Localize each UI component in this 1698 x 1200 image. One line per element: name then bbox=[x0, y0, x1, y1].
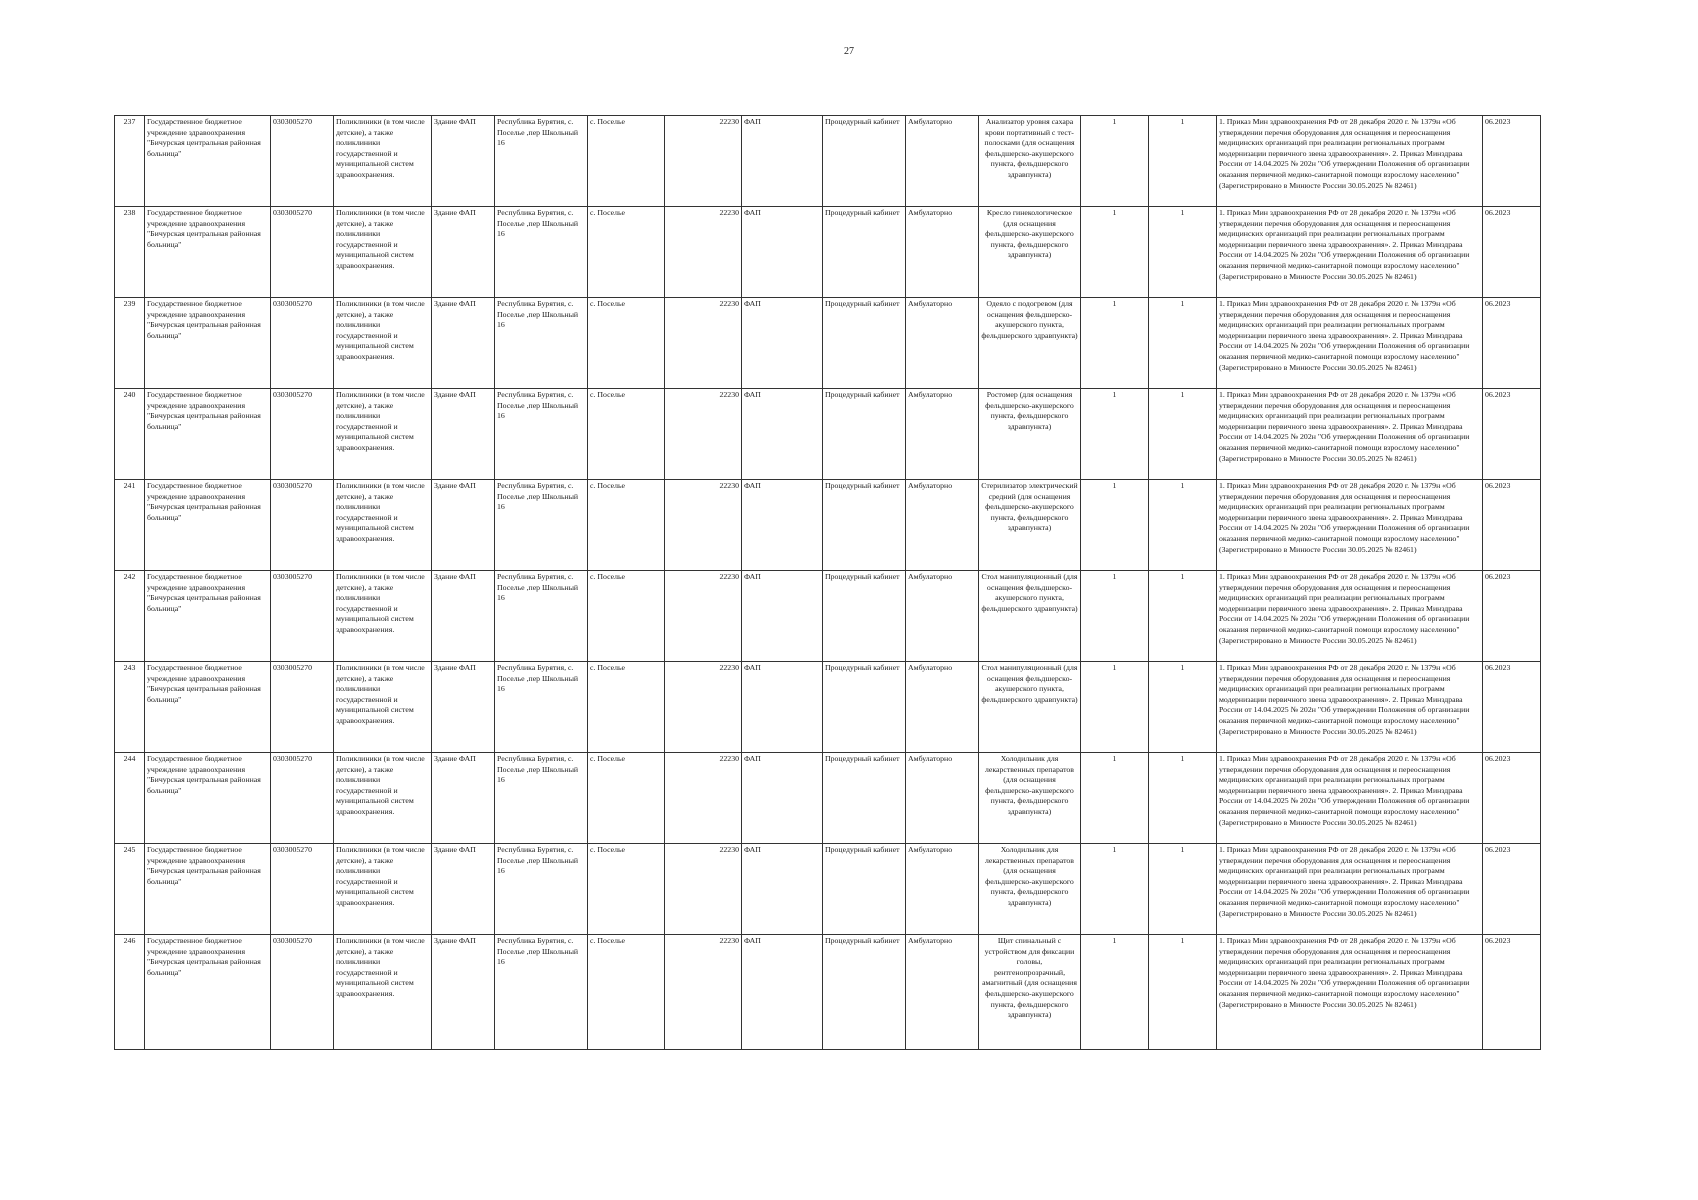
settlement: с. Поселье bbox=[588, 571, 665, 662]
division: ФАП bbox=[742, 753, 823, 844]
building: Здание ФАП bbox=[432, 753, 495, 844]
organization-name: Государственное бюджетное учреждение здравоохранения "Бичурская центральная районная больница" bbox=[145, 662, 271, 753]
division: ФАП bbox=[742, 298, 823, 389]
care-condition: Амбулаторно bbox=[906, 844, 979, 935]
territory-code: 22230 bbox=[665, 480, 742, 571]
address: Республика Бурятия, с. Поселье ,пер Школьный 16 bbox=[495, 935, 588, 1050]
building: Здание ФАП bbox=[432, 844, 495, 935]
date: 06.2023 bbox=[1483, 753, 1541, 844]
page-number: 27 bbox=[844, 46, 854, 57]
row-number: 238 bbox=[115, 207, 145, 298]
territory-code: 22230 bbox=[665, 935, 742, 1050]
inn-code: 0303005270 bbox=[271, 298, 334, 389]
organization-name: Государственное бюджетное учреждение здравоохранения "Бичурская центральная районная больница" bbox=[145, 753, 271, 844]
equipment-table-container bbox=[114, 115, 1540, 1050]
date: 06.2023 bbox=[1483, 662, 1541, 753]
legal-basis: 1. Приказ Мин здравоохранения РФ от 28 декабря 2020 г. № 1379н «Об утверждении перечня оборудования для оснащения и переоснащения медицинских организаций при реализации региональных программ модернизации первичного звена здравоохранения». 2. Приказ Минздрава России от 14.04.2025 № 202н "Об утверждении Положения об организации оказания первичной медико-санитарной помощи взрослому населению" (Зарегистрировано в Минюсте России 30.05.2025 № 82461) bbox=[1217, 480, 1483, 571]
room: Процедурный кабинет bbox=[823, 298, 906, 389]
quantity-required: 1 bbox=[1081, 753, 1149, 844]
division: ФАП bbox=[742, 116, 823, 207]
division: ФАП bbox=[742, 480, 823, 571]
settlement: с. Поселье bbox=[588, 207, 665, 298]
territory-code: 22230 bbox=[665, 662, 742, 753]
quantity-available: 1 bbox=[1149, 298, 1217, 389]
address: Республика Бурятия, с. Поселье ,пер Школьный 16 bbox=[495, 389, 588, 480]
settlement: с. Поселье bbox=[588, 662, 665, 753]
legal-basis: 1. Приказ Мин здравоохранения РФ от 28 декабря 2020 г. № 1379н «Об утверждении перечня оборудования для оснащения и переоснащения медицинских организаций при реализации региональных программ модернизации первичного звена здравоохранения». 2. Приказ Минздрава России от 14.04.2025 № 202н "Об утверждении Положения об организации оказания первичной медико-санитарной помощи взрослому населению" (Зарегистрировано в Минюсте России 30.05.2025 № 82461) bbox=[1217, 844, 1483, 935]
building: Здание ФАП bbox=[432, 207, 495, 298]
territory-code: 22230 bbox=[665, 753, 742, 844]
equipment-table bbox=[114, 115, 1541, 1050]
care-condition: Амбулаторно bbox=[906, 935, 979, 1050]
address: Республика Бурятия, с. Поселье ,пер Школьный 16 bbox=[495, 116, 588, 207]
mo-type: Поликлиники (в том числе детские), а также поликлиники государственной и муниципальной систем здравоохранения. bbox=[334, 753, 432, 844]
equipment-name: Щит спинальный с устройством для фиксации головы, рентгенопрозрачный, амагнитный (для оснащения фельдшерско-акушерского пункта, фельдшерского здравпункта) bbox=[979, 935, 1081, 1050]
row-number: 240 bbox=[115, 389, 145, 480]
date: 06.2023 bbox=[1483, 207, 1541, 298]
territory-code: 22230 bbox=[665, 571, 742, 662]
room: Процедурный кабинет bbox=[823, 662, 906, 753]
legal-basis: 1. Приказ Мин здравоохранения РФ от 28 декабря 2020 г. № 1379н «Об утверждении перечня оборудования для оснащения и переоснащения медицинских организаций при реализации региональных программ модернизации первичного звена здравоохранения». 2. Приказ Минздрава России от 14.04.2025 № 202н "Об утверждении Положения об организации оказания первичной медико-санитарной помощи взрослому населению" (Зарегистрировано в Минюсте России 30.05.2025 № 82461) bbox=[1217, 662, 1483, 753]
address: Республика Бурятия, с. Поселье ,пер Школьный 16 bbox=[495, 571, 588, 662]
settlement: с. Поселье bbox=[588, 298, 665, 389]
quantity-available: 1 bbox=[1149, 389, 1217, 480]
equipment-name: Стол манипуляционный (для оснащения фельдшерско-акушерского пункта, фельдшерского здравпункта) bbox=[979, 571, 1081, 662]
building: Здание ФАП bbox=[432, 935, 495, 1050]
settlement: с. Поселье bbox=[588, 389, 665, 480]
care-condition: Амбулаторно bbox=[906, 571, 979, 662]
address: Республика Бурятия, с. Поселье ,пер Школьный 16 bbox=[495, 662, 588, 753]
territory-code: 22230 bbox=[665, 116, 742, 207]
settlement: с. Поселье bbox=[588, 480, 665, 571]
quantity-required: 1 bbox=[1081, 116, 1149, 207]
division: ФАП bbox=[742, 389, 823, 480]
legal-basis: 1. Приказ Мин здравоохранения РФ от 28 декабря 2020 г. № 1379н «Об утверждении перечня оборудования для оснащения и переоснащения медицинских организаций при реализации региональных программ модернизации первичного звена здравоохранения». 2. Приказ Минздрава России от 14.04.2025 № 202н "Об утверждении Положения об организации оказания первичной медико-санитарной помощи взрослому населению" (Зарегистрировано в Минюсте России 30.05.2025 № 82461) bbox=[1217, 207, 1483, 298]
legal-basis: 1. Приказ Мин здравоохранения РФ от 28 декабря 2020 г. № 1379н «Об утверждении перечня оборудования для оснащения и переоснащения медицинских организаций при реализации региональных программ модернизации первичного звена здравоохранения». 2. Приказ Минздрава России от 14.04.2025 № 202н "Об утверждении Положения об организации оказания первичной медико-санитарной помощи взрослому населению" (Зарегистрировано в Минюсте России 30.05.2025 № 82461) bbox=[1217, 389, 1483, 480]
care-condition: Амбулаторно bbox=[906, 389, 979, 480]
division: ФАП bbox=[742, 935, 823, 1050]
territory-code: 22230 bbox=[665, 298, 742, 389]
mo-type: Поликлиники (в том числе детские), а также поликлиники государственной и муниципальной систем здравоохранения. bbox=[334, 844, 432, 935]
equipment-name: Кресло гинекологическое (для оснащения фельдшерско-акушерского пункта, фельдшерского здравпункта) bbox=[979, 207, 1081, 298]
legal-basis: 1. Приказ Мин здравоохранения РФ от 28 декабря 2020 г. № 1379н «Об утверждении перечня оборудования для оснащения и переоснащения медицинских организаций при реализации региональных программ модернизации первичного звена здравоохранения». 2. Приказ Минздрава России от 14.04.2025 № 202н "Об утверждении Положения об организации оказания первичной медико-санитарной помощи взрослому населению" (Зарегистрировано в Минюсте России 30.05.2025 № 82461) bbox=[1217, 298, 1483, 389]
row-number: 241 bbox=[115, 480, 145, 571]
room: Процедурный кабинет bbox=[823, 389, 906, 480]
quantity-required: 1 bbox=[1081, 844, 1149, 935]
table-row bbox=[115, 207, 1541, 298]
table-row bbox=[115, 116, 1541, 207]
quantity-available: 1 bbox=[1149, 480, 1217, 571]
mo-type: Поликлиники (в том числе детские), а также поликлиники государственной и муниципальной систем здравоохранения. bbox=[334, 298, 432, 389]
legal-basis: 1. Приказ Мин здравоохранения РФ от 28 декабря 2020 г. № 1379н «Об утверждении перечня оборудования для оснащения и переоснащения медицинских организаций при реализации региональных программ модернизации первичного звена здравоохранения». 2. Приказ Минздрава России от 14.04.2025 № 202н "Об утверждении Положения об организации оказания первичной медико-санитарной помощи взрослому населению" (Зарегистрировано в Минюсте России 30.05.2025 № 82461) bbox=[1217, 935, 1483, 1050]
table-row bbox=[115, 844, 1541, 935]
room: Процедурный кабинет bbox=[823, 571, 906, 662]
legal-basis: 1. Приказ Мин здравоохранения РФ от 28 декабря 2020 г. № 1379н «Об утверждении перечня оборудования для оснащения и переоснащения медицинских организаций при реализации региональных программ модернизации первичного звена здравоохранения». 2. Приказ Минздрава России от 14.04.2025 № 202н "Об утверждении Положения об организации оказания первичной медико-санитарной помощи взрослому населению" (Зарегистрировано в Минюсте России 30.05.2025 № 82461) bbox=[1217, 116, 1483, 207]
building: Здание ФАП bbox=[432, 298, 495, 389]
territory-code: 22230 bbox=[665, 207, 742, 298]
settlement: с. Поселье bbox=[588, 844, 665, 935]
table-row bbox=[115, 389, 1541, 480]
mo-type: Поликлиники (в том числе детские), а также поликлиники государственной и муниципальной систем здравоохранения. bbox=[334, 662, 432, 753]
row-number: 237 bbox=[115, 116, 145, 207]
equipment-name: Холодильник для лекарственных препаратов (для оснащения фельдшерско-акушерского пункта, фельдшерского здравпункта) bbox=[979, 844, 1081, 935]
quantity-required: 1 bbox=[1081, 571, 1149, 662]
organization-name: Государственное бюджетное учреждение здравоохранения "Бичурская центральная районная больница" bbox=[145, 116, 271, 207]
address: Республика Бурятия, с. Поселье ,пер Школьный 16 bbox=[495, 298, 588, 389]
mo-type: Поликлиники (в том числе детские), а также поликлиники государственной и муниципальной систем здравоохранения. bbox=[334, 389, 432, 480]
inn-code: 0303005270 bbox=[271, 935, 334, 1050]
care-condition: Амбулаторно bbox=[906, 480, 979, 571]
date: 06.2023 bbox=[1483, 389, 1541, 480]
building: Здание ФАП bbox=[432, 116, 495, 207]
inn-code: 0303005270 bbox=[271, 753, 334, 844]
inn-code: 0303005270 bbox=[271, 571, 334, 662]
table-row bbox=[115, 662, 1541, 753]
date: 06.2023 bbox=[1483, 116, 1541, 207]
care-condition: Амбулаторно bbox=[906, 207, 979, 298]
room: Процедурный кабинет bbox=[823, 753, 906, 844]
organization-name: Государственное бюджетное учреждение здравоохранения "Бичурская центральная районная больница" bbox=[145, 844, 271, 935]
equipment-name: Ростомер (для оснащения фельдшерско-акушерского пункта, фельдшерского здравпункта) bbox=[979, 389, 1081, 480]
quantity-required: 1 bbox=[1081, 298, 1149, 389]
quantity-required: 1 bbox=[1081, 662, 1149, 753]
equipment-name: Анализатор уровня сахара крови портативный с тест-полосками (для оснащения фельдшерско-акушерского пункта, фельдшерского здравпункта) bbox=[979, 116, 1081, 207]
table-row bbox=[115, 480, 1541, 571]
organization-name: Государственное бюджетное учреждение здравоохранения "Бичурская центральная районная больница" bbox=[145, 480, 271, 571]
row-number: 246 bbox=[115, 935, 145, 1050]
row-number: 245 bbox=[115, 844, 145, 935]
legal-basis: 1. Приказ Мин здравоохранения РФ от 28 декабря 2020 г. № 1379н «Об утверждении перечня оборудования для оснащения и переоснащения медицинских организаций при реализации региональных программ модернизации первичного звена здравоохранения». 2. Приказ Минздрава России от 14.04.2025 № 202н "Об утверждении Положения об организации оказания первичной медико-санитарной помощи взрослому населению" (Зарегистрировано в Минюсте России 30.05.2025 № 82461) bbox=[1217, 571, 1483, 662]
division: ФАП bbox=[742, 571, 823, 662]
row-number: 244 bbox=[115, 753, 145, 844]
address: Республика Бурятия, с. Поселье ,пер Школьный 16 bbox=[495, 753, 588, 844]
organization-name: Государственное бюджетное учреждение здравоохранения "Бичурская центральная районная больница" bbox=[145, 298, 271, 389]
table-body bbox=[115, 116, 1541, 1050]
quantity-required: 1 bbox=[1081, 207, 1149, 298]
building: Здание ФАП bbox=[432, 662, 495, 753]
table-row bbox=[115, 753, 1541, 844]
row-number: 239 bbox=[115, 298, 145, 389]
settlement: с. Поселье bbox=[588, 935, 665, 1050]
mo-type: Поликлиники (в том числе детские), а также поликлиники государственной и муниципальной систем здравоохранения. bbox=[334, 116, 432, 207]
division: ФАП bbox=[742, 662, 823, 753]
quantity-available: 1 bbox=[1149, 207, 1217, 298]
equipment-name: Стерилизатор электрический средний (для оснащения фельдшерско-акушерского пункта, фельдшерского здравпункта) bbox=[979, 480, 1081, 571]
quantity-available: 1 bbox=[1149, 753, 1217, 844]
territory-code: 22230 bbox=[665, 844, 742, 935]
quantity-available: 1 bbox=[1149, 844, 1217, 935]
territory-code: 22230 bbox=[665, 389, 742, 480]
row-number: 243 bbox=[115, 662, 145, 753]
equipment-name: Холодильник для лекарственных препаратов (для оснащения фельдшерско-акушерского пункта, фельдшерского здравпункта) bbox=[979, 753, 1081, 844]
inn-code: 0303005270 bbox=[271, 844, 334, 935]
address: Республика Бурятия, с. Поселье ,пер Школьный 16 bbox=[495, 207, 588, 298]
quantity-available: 1 bbox=[1149, 662, 1217, 753]
equipment-name: Стол манипуляционный (для оснащения фельдшерско-акушерского пункта, фельдшерского здравпункта) bbox=[979, 662, 1081, 753]
settlement: с. Поселье bbox=[588, 116, 665, 207]
quantity-required: 1 bbox=[1081, 480, 1149, 571]
quantity-available: 1 bbox=[1149, 116, 1217, 207]
inn-code: 0303005270 bbox=[271, 389, 334, 480]
quantity-required: 1 bbox=[1081, 935, 1149, 1050]
care-condition: Амбулаторно bbox=[906, 116, 979, 207]
table-row bbox=[115, 935, 1541, 1050]
address: Республика Бурятия, с. Поселье ,пер Школьный 16 bbox=[495, 844, 588, 935]
date: 06.2023 bbox=[1483, 480, 1541, 571]
care-condition: Амбулаторно bbox=[906, 662, 979, 753]
mo-type: Поликлиники (в том числе детские), а также поликлиники государственной и муниципальной систем здравоохранения. bbox=[334, 935, 432, 1050]
organization-name: Государственное бюджетное учреждение здравоохранения "Бичурская центральная районная больница" bbox=[145, 389, 271, 480]
date: 06.2023 bbox=[1483, 571, 1541, 662]
inn-code: 0303005270 bbox=[271, 480, 334, 571]
settlement: с. Поселье bbox=[588, 753, 665, 844]
room: Процедурный кабинет bbox=[823, 844, 906, 935]
table-row bbox=[115, 571, 1541, 662]
organization-name: Государственное бюджетное учреждение здравоохранения "Бичурская центральная районная больница" bbox=[145, 935, 271, 1050]
address: Республика Бурятия, с. Поселье ,пер Школьный 16 bbox=[495, 480, 588, 571]
division: ФАП bbox=[742, 207, 823, 298]
care-condition: Амбулаторно bbox=[906, 753, 979, 844]
mo-type: Поликлиники (в том числе детские), а также поликлиники государственной и муниципальной систем здравоохранения. bbox=[334, 207, 432, 298]
organization-name: Государственное бюджетное учреждение здравоохранения "Бичурская центральная районная больница" bbox=[145, 571, 271, 662]
quantity-available: 1 bbox=[1149, 935, 1217, 1050]
room: Процедурный кабинет bbox=[823, 116, 906, 207]
care-condition: Амбулаторно bbox=[906, 298, 979, 389]
date: 06.2023 bbox=[1483, 298, 1541, 389]
mo-type: Поликлиники (в том числе детские), а также поликлиники государственной и муниципальной систем здравоохранения. bbox=[334, 480, 432, 571]
building: Здание ФАП bbox=[432, 480, 495, 571]
quantity-available: 1 bbox=[1149, 571, 1217, 662]
building: Здание ФАП bbox=[432, 389, 495, 480]
table-row bbox=[115, 298, 1541, 389]
row-number: 242 bbox=[115, 571, 145, 662]
inn-code: 0303005270 bbox=[271, 116, 334, 207]
inn-code: 0303005270 bbox=[271, 662, 334, 753]
division: ФАП bbox=[742, 844, 823, 935]
date: 06.2023 bbox=[1483, 844, 1541, 935]
building: Здание ФАП bbox=[432, 571, 495, 662]
inn-code: 0303005270 bbox=[271, 207, 334, 298]
legal-basis: 1. Приказ Мин здравоохранения РФ от 28 декабря 2020 г. № 1379н «Об утверждении перечня оборудования для оснащения и переоснащения медицинских организаций при реализации региональных программ модернизации первичного звена здравоохранения». 2. Приказ Минздрава России от 14.04.2025 № 202н "Об утверждении Положения об организации оказания первичной медико-санитарной помощи взрослому населению" (Зарегистрировано в Минюсте России 30.05.2025 № 82461) bbox=[1217, 753, 1483, 844]
room: Процедурный кабинет bbox=[823, 207, 906, 298]
date: 06.2023 bbox=[1483, 935, 1541, 1050]
room: Процедурный кабинет bbox=[823, 480, 906, 571]
quantity-required: 1 bbox=[1081, 389, 1149, 480]
organization-name: Государственное бюджетное учреждение здравоохранения "Бичурская центральная районная больница" bbox=[145, 207, 271, 298]
mo-type: Поликлиники (в том числе детские), а также поликлиники государственной и муниципальной систем здравоохранения. bbox=[334, 571, 432, 662]
equipment-name: Одеяло с подогревом (для оснащения фельдшерско-акушерского пункта, фельдшерского здравпункта) bbox=[979, 298, 1081, 389]
room: Процедурный кабинет bbox=[823, 935, 906, 1050]
